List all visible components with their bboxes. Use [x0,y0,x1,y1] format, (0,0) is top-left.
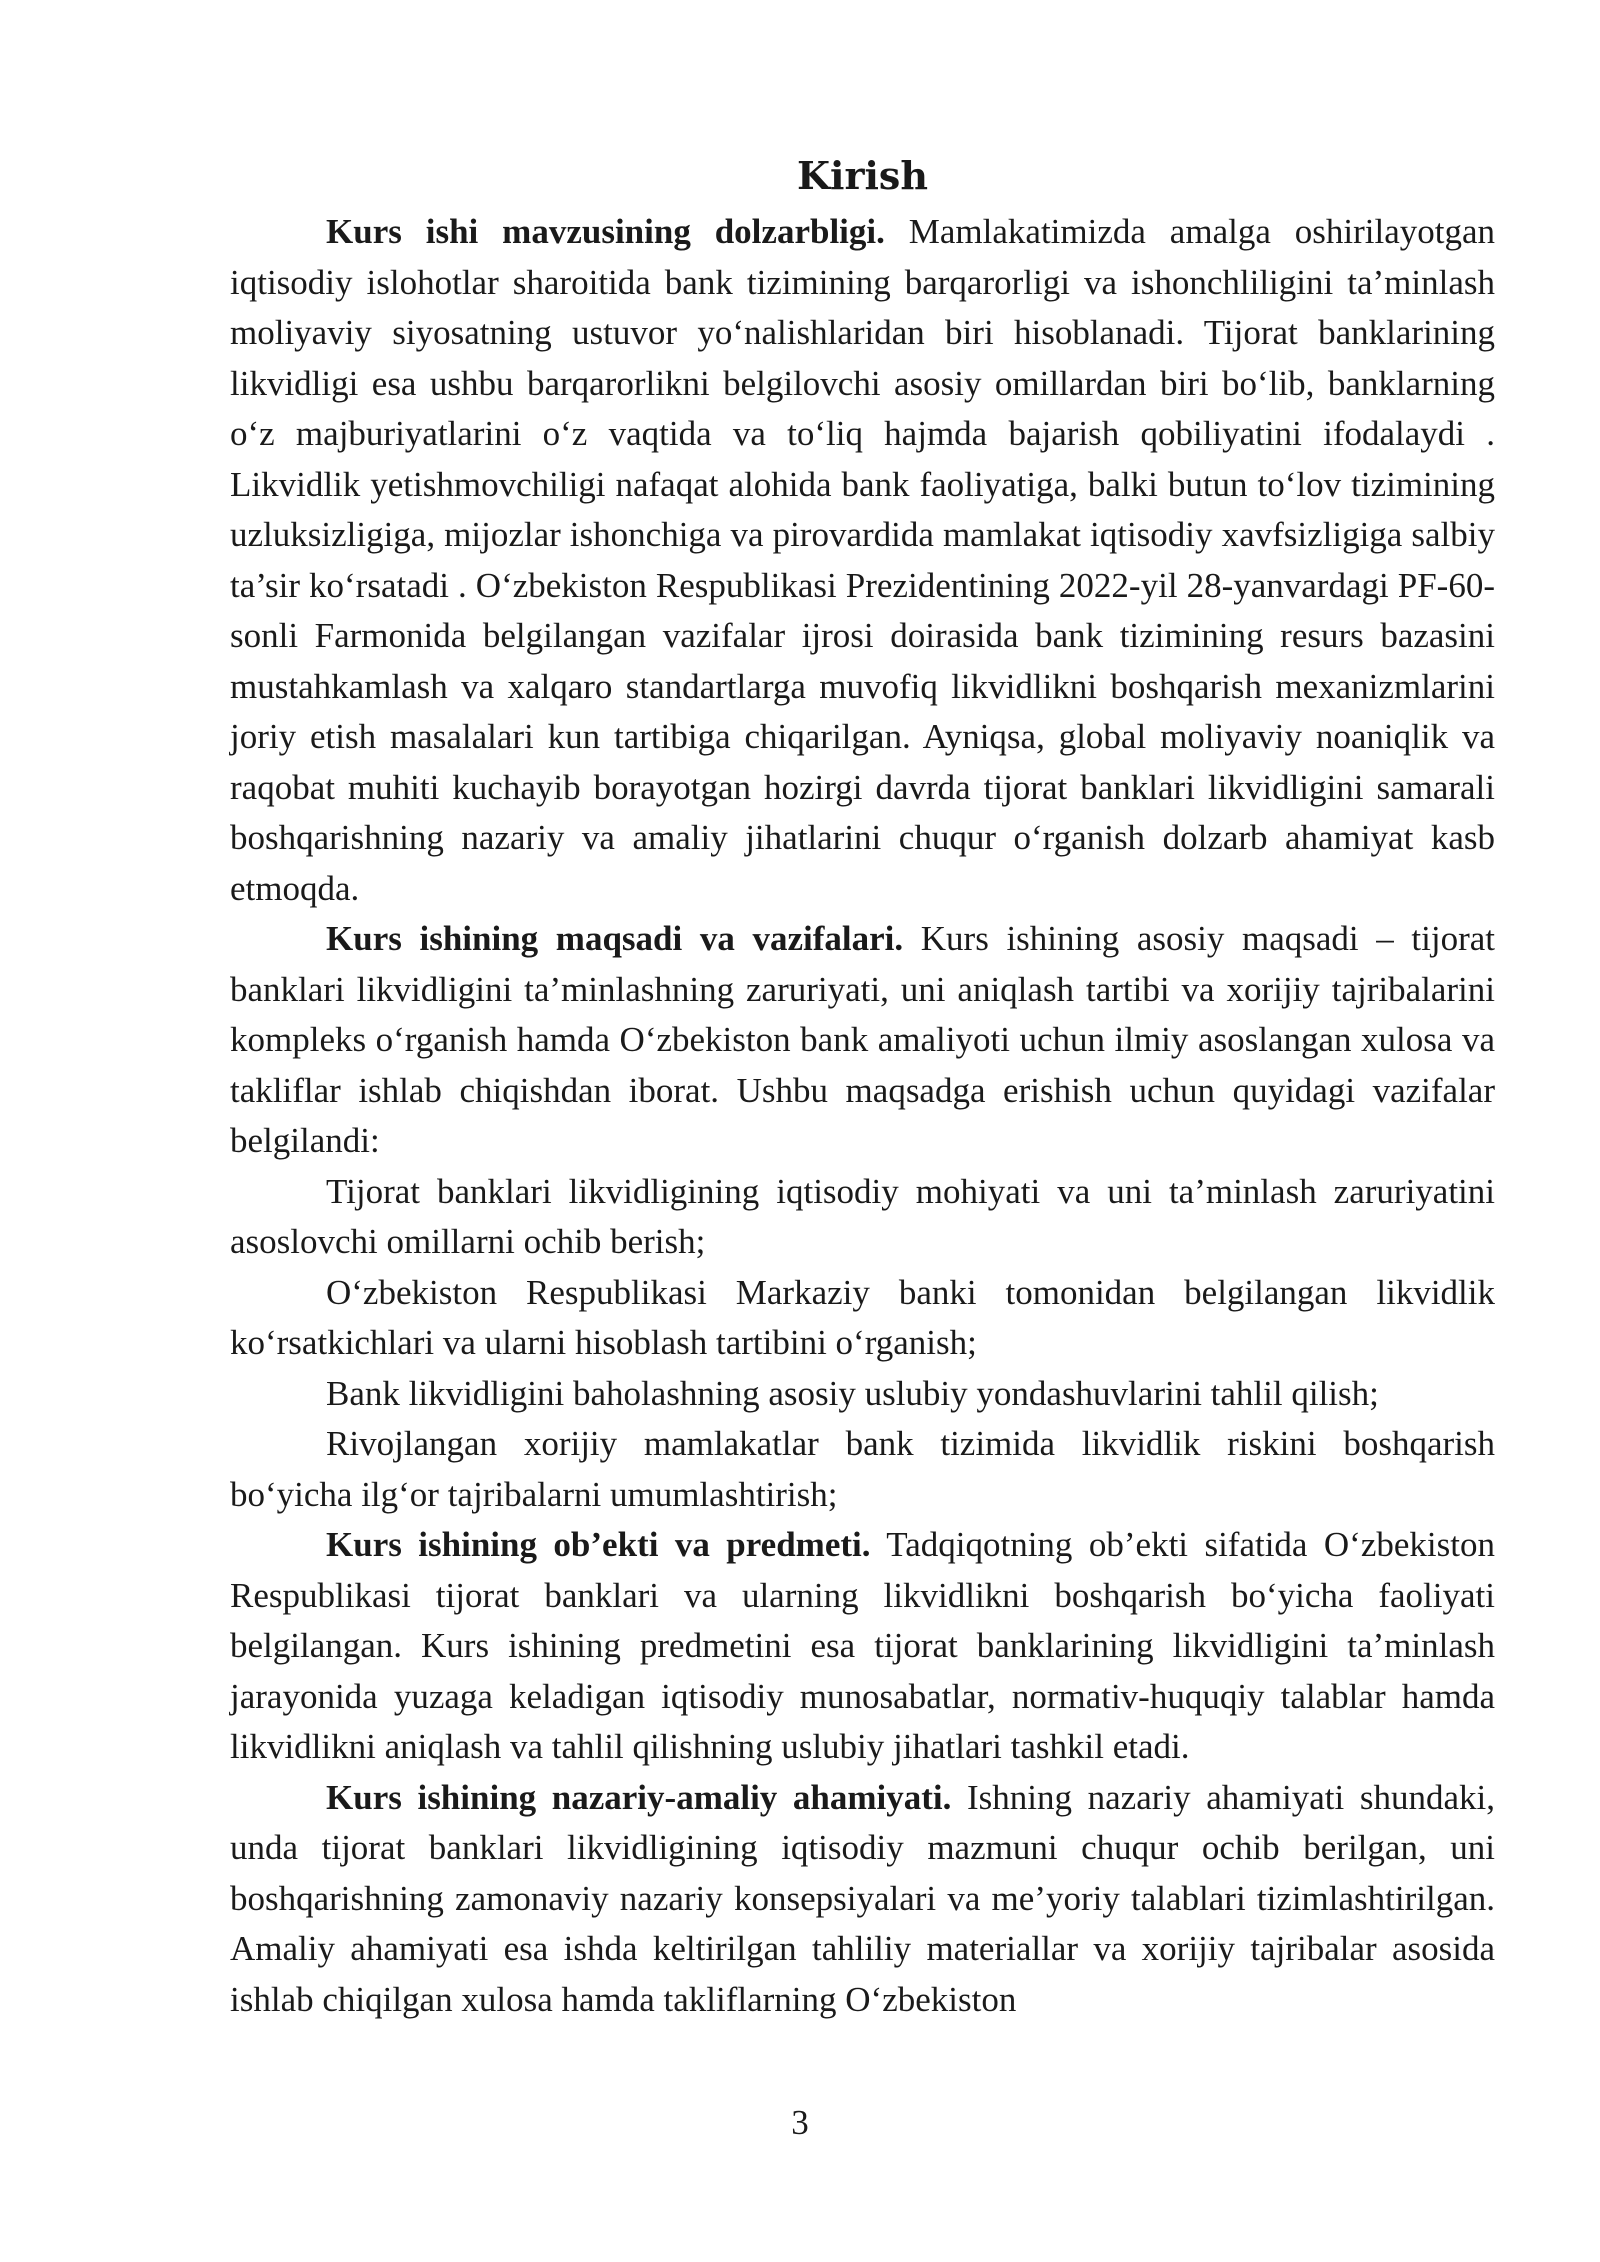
paragraph-text: Tadqiqotning ob’ekti sifatida O‘zbekiston Respublikasi tijorat banklari va ularning likvidlikni boshqarish bo‘yicha faoliyati belgilangan. Kurs ishining predmetini esa tijorat banklarining likvidligini ta’minlash jarayonida yuzaga keladigan iqtisodiy munosabatlar, normativ-huquqiy talablar hamda likvidlikni aniqlash va tahlil qilishning uslubiy jihatlari tashkil etadi. [230,1525,1495,1766]
page-title: Kirish [797,153,928,198]
paragraph-text: Tijorat banklari likvidligining iqtisodiy mohiyati va uni ta’minlash zaruriyatini asoslovchi omillarni ochib berish; [230,1171,1495,1261]
paragraph-text: Bank likvidligini baholashning asosiy uslubiy yondashuvlarini tahlil qilish; [326,1373,1379,1413]
paragraph-goals [230,914,1495,1167]
paragraph-text: Rivojlangan xorijiy mamlakatlar bank tizimida likvidlik riskini boshqarish bo‘yicha ilg‘or tajribalarni umumlashtirish; [230,1424,1495,1514]
document-page [230,145,1495,2025]
paragraph-object-subject [230,1520,1495,1773]
task-item [230,1419,1495,1520]
paragraph-significance [230,1773,1495,2026]
paragraph-text: O‘zbekiston Respublikasi Markaziy banki tomonidan belgilangan likvidlik ko‘rsatkichlari va ularni hisoblash tartibini o‘rganish; [230,1272,1495,1362]
task-item [230,1369,1495,1420]
page-number: 3 [791,2103,809,2142]
paragraph-lead: Kurs ishining nazariy-amaliy ahamiyati. [326,1777,952,1817]
paragraph-text: Mamlakatimizda amalga oshirilayotgan iqtisodiy islohotlar sharoitida bank tizimining barqarorligi va ishonchliligini ta’minlash moliyaviy siyosatning ustuvor yo‘nalishlaridan biri hisoblanadi. Tijorat banklarining likvidligi esa ushbu barqarorlikni belgilovchi asosiy omillardan biri bo‘lib, banklarning o‘z majburiyatlarini o‘z vaqtida va to‘liq hajmda bajarish qobiliyatini ifodalaydi . Likvidlik yetishmovchiligi nafaqat alohida bank faoliyatiga, balki butun to‘lov tizimining uzluksizligiga, mijozlar ishonchiga va pirovardida mamlakat iqtisodiy xavfsizligiga salbiy ta’sir ko‘rsatadi . O‘zbekiston Respublikasi Prezidentining 2022-yil 28-yanvardagi PF-60-sonli Farmonida belgilangan vazifalar ijrosi doirasida bank tizimining resurs bazasini mustahkamlash va xalqaro standartlarga muvofiq likvidlikni boshqarish mexanizmlarini joriy etish masalalari kun tartibiga chiqarilgan. Ayniqsa, global moliyaviy noaniqlik va raqobat muhiti kuchayib borayotgan hozirgi davrda tijorat banklari likvidligini samarali boshqarishning nazariy va amaliy jihatlarini chuqur o‘rganish dolzarb ahamiyat kasb etmoqda. [230,212,1495,908]
paragraph-text: Ishning nazariy ahamiyati shundaki, unda tijorat banklari likvidligining iqtisodiy mazmuni chuqur ochib berilgan, uni boshqarishning zamonaviy nazariy konsepsiyalari va me’yoriy talablari tizimlashtirilgan. Amaliy ahamiyati esa ishda keltirilgan tahliliy materiallar va xorijiy tajribalar asosida ishlab chiqilgan xulosa hamda takliflarning O‘zbekiston [230,1777,1495,2019]
paragraph-lead: Kurs ishining maqsadi va vazifalari. [326,919,904,958]
paragraph-relevance [230,207,1495,914]
task-item [230,1268,1495,1369]
paragraph-lead: Kurs ishi mavzusining dolzarbligi. [326,212,885,251]
paragraph-lead: Kurs ishining ob’ekti va predmeti. [326,1525,871,1564]
task-item [230,1167,1495,1268]
paragraph-text: Kurs ishining asosiy maqsadi – tijorat banklari likvidligini ta’minlashning zaruriyati, uni aniqlash tartibi va xorijiy tajribalarini kompleks o‘rganish hamda O‘zbekiston bank amaliyoti uchun ilmiy asoslangan xulosa va takliflar ishlab chiqishdan iborat. Ushbu maqsadga erishish uchun quyidagi vazifalar belgilandi: [230,919,1495,1160]
